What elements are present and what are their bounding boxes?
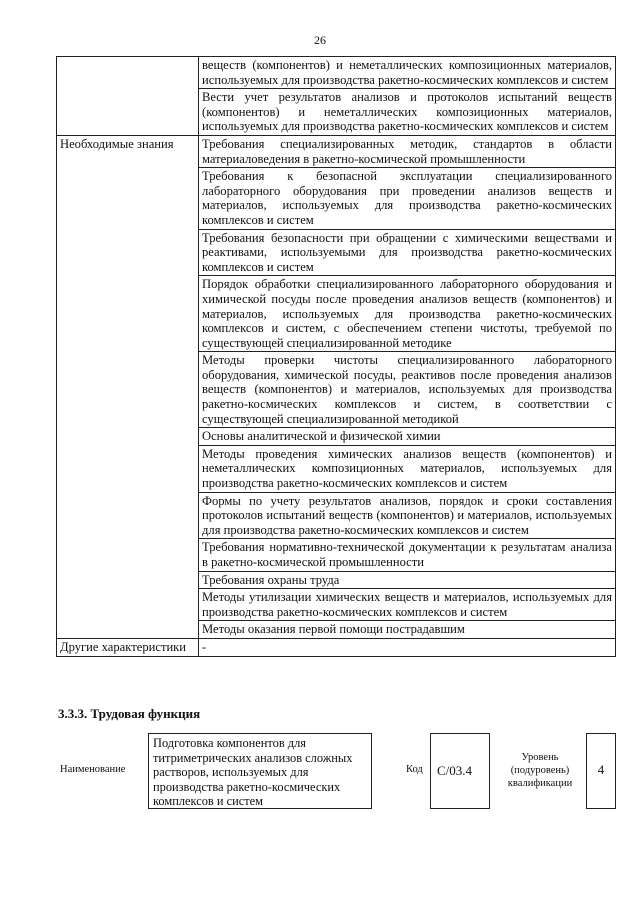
table-cell: Методы проверки чистоты специализированного лабораторного оборудования, химической посуды, реактивов после проведения анализов веществ (компонентов) и материалов, используемых для производства ракетно-космических комплексов и систем, в соответствии с существующей специализированной методикой	[199, 352, 616, 428]
table-cell: Вести учет результатов анализов и протоколов испытаний веществ (компонентов) и неметаллических композиционных материалов, используемых для производства ракетно-космических комплексов и систем	[199, 89, 616, 136]
table-cell: Основы аналитической и физической химии	[199, 428, 616, 446]
code-value: С/03.4	[430, 733, 490, 809]
table-cell: веществ (компонентов) и неметаллических композиционных материалов, используемых для производства ракетно-космических комплексов и систем	[199, 57, 616, 89]
table-cell: Методы утилизации химических веществ и материалов, используемых для производства ракетно-космических комплексов и систем	[199, 589, 616, 621]
table-cell: Методы оказания первой помощи пострадавшим	[199, 621, 616, 639]
labor-function-block	[56, 733, 616, 823]
table-cell: Требования специализированных методик, стандартов в области материаловедения в ракетно-космической промышленности	[199, 135, 616, 167]
table-cell: Требования безопасности при обращении с химическими веществами и реактивами, используемыми для производства ракетно-космических комплексов и систем	[199, 229, 616, 276]
table-row	[57, 135, 616, 167]
page-number: 26	[314, 33, 326, 47]
table-row	[57, 57, 616, 89]
table-cell: -	[199, 638, 616, 656]
table-cell: Методы проведения химических анализов веществ (компонентов) и неметаллических композиционных материалов, используемых для производства ракетно-космических комплексов и систем	[199, 445, 616, 492]
row-label-knowledge: Необходимые знания	[57, 135, 199, 638]
name-label: Наименование	[60, 764, 126, 775]
name-value: Подготовка компонентов для титриметрических анализов сложных растворов, используемых для производства ракетно-космических комплексов и систем	[148, 733, 372, 809]
qualification-level-value: 4	[586, 733, 616, 809]
table-cell: Порядок обработки специализированного лабораторного оборудования и химической посуды после проведения анализов веществ (компонентов) и материалов, используемых для производства ракетно-космических комплексов и систем, с обеспечением степени чистоты, требуемой по существующей специализированной методике	[199, 276, 616, 352]
table-cell: Требования охраны труда	[199, 571, 616, 589]
table-row	[57, 638, 616, 656]
table-cell: Требования нормативно-технической документации к результатам анализа в ракетно-космической промышленности	[199, 539, 616, 571]
qualification-level-label: Уровень (подуровень) квалификации	[507, 752, 573, 789]
row-label-other: Другие характеристики	[57, 638, 199, 656]
section-title: 3.3.3. Трудовая функция	[58, 706, 201, 721]
table-cell: Формы по учету результатов анализов, порядок и сроки составления протоколов испытаний веществ (компонентов) и материалов, используемых для производства ракетно-космических комплексов и систем	[199, 492, 616, 539]
requirements-table	[56, 56, 616, 657]
table-cell: Требования к безопасной эксплуатации специализированного лабораторного оборудования при проведении анализов веществ и материалов, используемых для производства ракетно-космических комплексов и систем	[199, 168, 616, 229]
code-label: Код	[406, 764, 423, 775]
row-label	[57, 57, 199, 136]
